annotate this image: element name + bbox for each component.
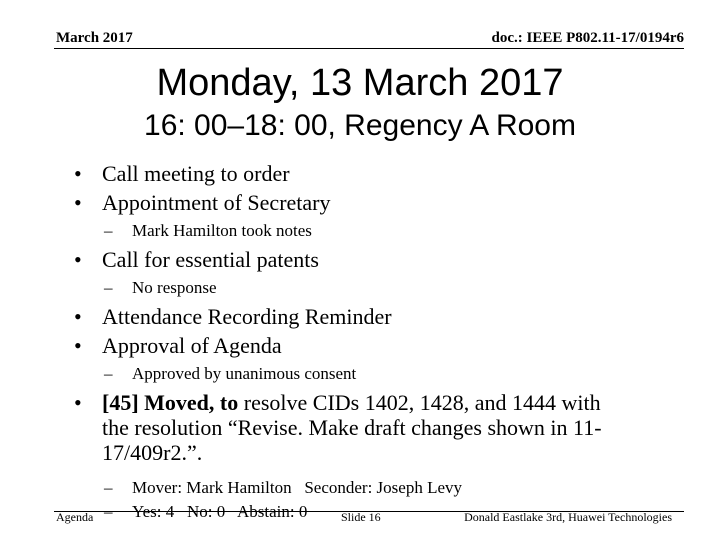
footer-author: Donald Eastlake 3rd, Huawei Technologies	[464, 510, 672, 524]
dash-marker: –	[104, 221, 113, 240]
motion-line2: the resolution “Revise. Make draft changes shown in 11-	[102, 415, 602, 440]
sub-bullet-text: Approved by unanimous consent	[132, 364, 357, 383]
bullet-item: • Attendance Recording Reminder	[70, 304, 670, 329]
slide-body	[70, 157, 670, 522]
sub-bullet-text: Mark Hamilton took notes	[132, 221, 312, 240]
sub-bullet-item	[70, 277, 670, 298]
motion-bullet	[70, 390, 670, 465]
motion-mover: Mover: Mark Hamilton Seconder: Joseph Levy	[132, 478, 463, 497]
motion-line1: resolve CIDs 1402, 1428, and 1444 with	[238, 390, 601, 415]
header-doc-id: doc.: IEEE P802.11-17/0194r6	[491, 30, 684, 46]
header-rule	[54, 48, 684, 49]
sub-bullet-item	[70, 477, 670, 498]
bullet-item: • Appointment of Secretary	[70, 190, 670, 215]
motion-vote: Yes: 4 No: 0 Abstain: 0	[132, 502, 308, 521]
sub-bullet-item	[70, 220, 670, 241]
header-date: March 2017	[56, 30, 133, 46]
dash-marker: –	[104, 278, 113, 297]
footer-slide-number: Slide 16	[341, 510, 381, 524]
slide-title: Monday, 13 March 2017	[156, 62, 564, 104]
sub-bullet-text: No response	[132, 278, 217, 297]
bullet-item: • Call for essential patents	[70, 247, 670, 272]
bullet-item: • Call meeting to order	[70, 161, 670, 186]
sub-bullet-item	[70, 363, 670, 384]
slide-subtitle: 16: 00–18: 00, Regency A Room	[144, 109, 576, 142]
dash-marker: –	[104, 364, 113, 383]
motion-line3: 17/409r2.”.	[102, 440, 203, 465]
dash-marker: –	[104, 502, 113, 521]
motion-prefix: [45] Moved, to	[102, 390, 239, 415]
dash-marker: –	[104, 478, 113, 497]
footer-section: Agenda	[56, 510, 94, 524]
bullet-item: • Approval of Agenda	[70, 333, 670, 358]
